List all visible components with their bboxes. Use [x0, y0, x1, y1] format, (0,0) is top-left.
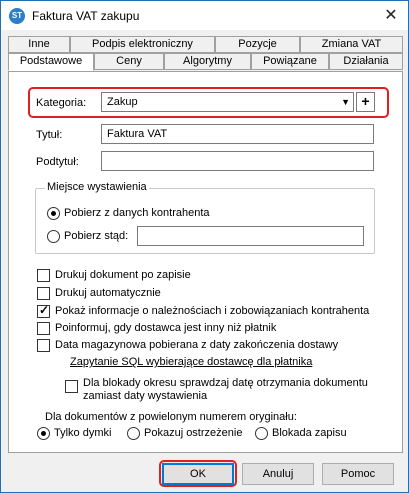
radio-pobierz-stad-label: Pobierz stąd:: [64, 230, 129, 242]
tab-inne[interactable]: Inne: [8, 36, 70, 53]
cancel-button[interactable]: Anuluj: [242, 463, 314, 485]
checkbox-drukuj-po-zapisie[interactable]: [37, 269, 50, 282]
radio-pokazuj-ostrzezenie[interactable]: [127, 427, 140, 440]
checkbox-pokaz-informacje[interactable]: [37, 305, 50, 318]
duplikaty-label: Dla dokumentów z powielonym numerem oryginału:: [45, 411, 297, 423]
checkbox-poinformuj-dostawca[interactable]: [37, 322, 50, 335]
checkbox-blokada-okresu-label-1: Dla blokady okresu sprawdzaj datę otrzymania dokumentu: [83, 377, 368, 389]
radio-selected-dot: [51, 211, 56, 216]
zapytanie-sql-link[interactable]: Zapytanie SQL wybierające dostawcę dla płatnika: [70, 356, 313, 368]
tab-row-bottom: [8, 53, 403, 70]
tytul-label: Tytuł:: [36, 129, 63, 141]
tab-algorytmy[interactable]: Algorytmy: [164, 53, 251, 70]
checkbox-blokada-okresu[interactable]: [65, 380, 78, 393]
title-bar: [1, 1, 408, 31]
tab-pozycje[interactable]: Pozycje: [215, 36, 300, 53]
checkbox-drukuj-automatycznie-label: Drukuj automatycznie: [55, 287, 161, 299]
kategoria-label: Kategoria:: [36, 97, 87, 109]
radio-blokada-zapisu[interactable]: [255, 427, 268, 440]
tab-podstawowe[interactable]: Podstawowe: [8, 53, 94, 71]
radio-tylko-dymki-label: Tylko dymki: [54, 427, 112, 439]
radio-blokada-zapisu-label: Blokada zapisu: [272, 427, 347, 439]
checkbox-drukuj-automatycznie[interactable]: [37, 287, 50, 300]
tab-dzialania[interactable]: Działania: [329, 53, 403, 70]
radio-pobierz-z-kontrahenta-label: Pobierz z danych kontrahenta: [64, 207, 210, 219]
dropdown-arrow-icon: ▼: [341, 97, 350, 107]
tab-ceny[interactable]: Ceny: [94, 53, 164, 70]
radio-pokazuj-ostrzezenie-label: Pokazuj ostrzeżenie: [144, 427, 243, 439]
tytul-input[interactable]: Faktura VAT: [101, 124, 374, 144]
ok-button[interactable]: OK: [162, 463, 234, 485]
podtytul-label: Podtytuł:: [36, 156, 79, 168]
help-button[interactable]: Pomoc: [322, 463, 394, 485]
miejsce-wystawienia-title: Miejsce wystawienia: [47, 181, 147, 193]
kategoria-value: Zakup: [107, 96, 138, 108]
check-mark-icon: ✓: [39, 303, 50, 317]
app-logo-icon: ST: [9, 8, 25, 24]
radio-pobierz-stad[interactable]: [47, 230, 60, 243]
checkbox-poinformuj-dostawca-label: Poinformuj, gdy dostawca jest inny niż płatnik: [55, 322, 277, 334]
checkbox-data-magazynowa[interactable]: [37, 339, 50, 352]
tab-zmiana-vat[interactable]: Zmiana VAT: [300, 36, 403, 53]
tab-row-top: [8, 36, 403, 53]
radio-pobierz-z-kontrahenta[interactable]: [47, 207, 60, 220]
kategoria-select[interactable]: [101, 92, 354, 112]
radio-tylko-dymki[interactable]: [37, 427, 50, 440]
tab-podpis-elektroniczny[interactable]: Podpis elektroniczny: [70, 36, 215, 53]
checkbox-data-magazynowa-label: Data magazynowa pobierana z daty zakończenia dostawy: [55, 339, 339, 351]
add-kategoria-button[interactable]: +: [356, 92, 375, 112]
checkbox-pokaz-informacje-label: Pokaż informacje o należnościach i zobowiązaniach kontrahenta: [55, 305, 370, 317]
podtytul-input[interactable]: [101, 151, 374, 171]
close-button[interactable]: ✕: [384, 7, 398, 24]
radio-selected-dot: [41, 431, 46, 436]
checkbox-blokada-okresu-label-2: zamiast daty wystawienia: [83, 390, 208, 402]
tab-powiazane[interactable]: Powiązane: [251, 53, 329, 70]
window-title: Faktura VAT zakupu: [32, 9, 140, 23]
checkbox-drukuj-po-zapisie-label: Drukuj dokument po zapisie: [55, 269, 191, 281]
pobierz-stad-input[interactable]: [137, 226, 364, 246]
